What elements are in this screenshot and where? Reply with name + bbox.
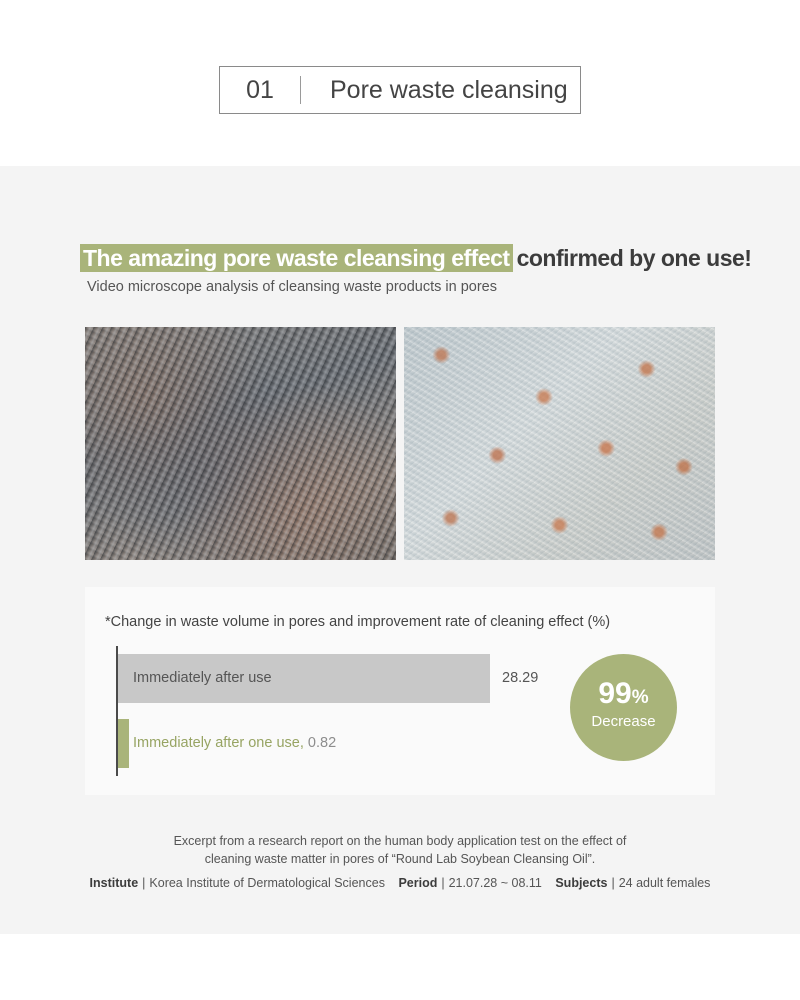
section-title-box [219,66,581,114]
section-number: 01 [246,76,274,104]
subjects-value: 24 adult females [618,876,711,890]
bar-label-immediately-after-one-use [133,719,336,768]
bar-immediately-after-one-use [118,719,129,768]
headline [80,244,751,272]
title-divider [300,76,301,104]
meta-separator: | [142,876,146,890]
subheadline: Video microscope analysis of cleansing waste products in pores [87,279,497,295]
headline-rest: confirmed by one use! [516,245,752,271]
bar-label-text: Immediately after one use, [133,735,304,751]
meta-separator: | [441,876,445,890]
headline-highlight: The amazing pore waste cleansing effect [80,244,513,272]
meta-separator: | [611,876,615,890]
bar-value-immediately-after-use: 28.29 [502,670,539,686]
period-label: Period [398,876,438,890]
footnote-line-1: Excerpt from a research report on the human body application test on the effect of [173,834,627,848]
subjects-label: Subjects [555,876,608,890]
bar-label-immediately-after-use: Immediately after use [133,670,272,686]
microscope-image-before [85,327,396,560]
page-bottom [0,934,800,1000]
section-title: Pore waste cleansing [330,76,568,104]
microscope-image-after [404,327,715,560]
study-meta [0,876,800,890]
institute-value: Korea Institute of Dermatological Sciences [149,876,385,890]
badge-percent [570,678,677,714]
footnote-line-2: cleaning waste matter in pores of “Round Lab Soybean Cleansing Oil”. [204,852,596,866]
institute-label: Institute [89,876,139,890]
badge-unit: % [631,687,649,708]
period-value: 21.07.28 ~ 08.11 [448,876,542,890]
decrease-badge [570,654,677,761]
badge-number: 99 [598,677,632,710]
section-header [0,0,800,166]
chart-title: *Change in waste volume in pores and improvement rate of cleaning effect (%) [105,614,611,630]
footnote [0,832,800,868]
bar-value-immediately-after-one-use: 0.82 [307,735,337,751]
badge-word: Decrease [591,713,656,730]
